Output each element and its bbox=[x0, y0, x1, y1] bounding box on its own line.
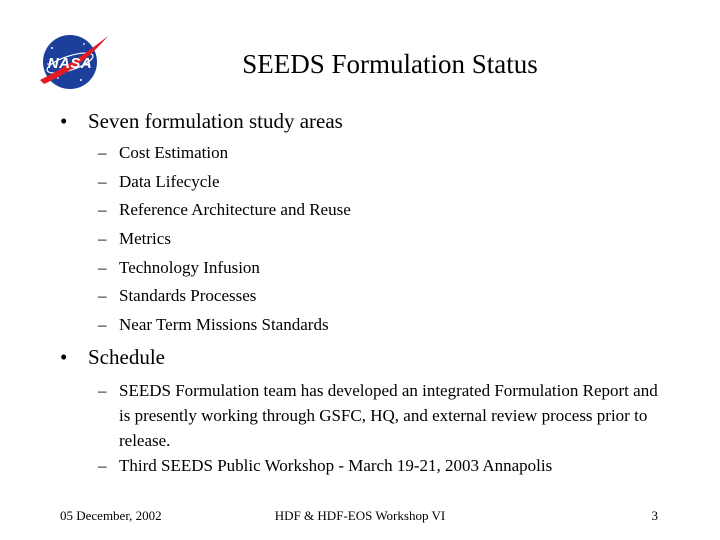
list-item-text: Third SEEDS Public Workshop - March 19-21, 2003 Annapolis bbox=[119, 456, 553, 475]
list-item-text: Near Term Missions Standards bbox=[119, 315, 329, 335]
dash-marker: – bbox=[98, 381, 107, 400]
schedule-list bbox=[98, 378, 678, 478]
nasa-meatball-icon bbox=[36, 30, 110, 92]
study-areas-list bbox=[98, 143, 678, 344]
nasa-logo bbox=[36, 30, 110, 92]
list-item-text: Standards Processes bbox=[119, 286, 257, 306]
dash-marker: – bbox=[98, 456, 107, 475]
dash-marker: – bbox=[98, 286, 107, 306]
list-item bbox=[98, 172, 678, 201]
list-item bbox=[98, 286, 678, 315]
slide-title: SEEDS Formulation Status bbox=[242, 49, 538, 79]
list-item-text: Technology Infusion bbox=[119, 257, 260, 277]
dash-marker: – bbox=[98, 200, 107, 220]
list-item bbox=[98, 229, 678, 258]
page-number: 3 bbox=[651, 508, 658, 523]
bullet-marker: • bbox=[60, 345, 68, 369]
list-item bbox=[98, 258, 678, 287]
list-item-text: SEEDS Formulation team has developed an integrated Formulation Report and is presently working through GSFC, HQ, and external review process prior to release. bbox=[119, 381, 658, 450]
svg-text:NASA: NASA bbox=[47, 55, 93, 72]
dash-marker: – bbox=[98, 257, 107, 277]
list-item bbox=[98, 453, 678, 478]
dash-marker: – bbox=[98, 315, 107, 335]
list-item bbox=[98, 378, 678, 453]
bullet-label: Schedule bbox=[88, 345, 165, 369]
list-item bbox=[98, 315, 678, 344]
dash-marker: – bbox=[98, 171, 107, 191]
list-item bbox=[98, 143, 678, 172]
bullet-marker: • bbox=[60, 109, 68, 133]
footer-event: HDF & HDF-EOS Workshop VI bbox=[274, 508, 446, 523]
footer-date: 05 December, 2002 bbox=[60, 508, 162, 523]
dash-marker: – bbox=[98, 143, 107, 162]
list-item-text: Cost Estimation bbox=[119, 143, 229, 162]
list-item bbox=[98, 200, 678, 229]
dash-marker: – bbox=[98, 229, 107, 249]
list-item-text: Reference Architecture and Reuse bbox=[119, 200, 351, 220]
bullet-label: Seven formulation study areas bbox=[88, 109, 343, 133]
list-item-text: Metrics bbox=[119, 229, 171, 249]
list-item-text: Data Lifecycle bbox=[119, 171, 220, 191]
